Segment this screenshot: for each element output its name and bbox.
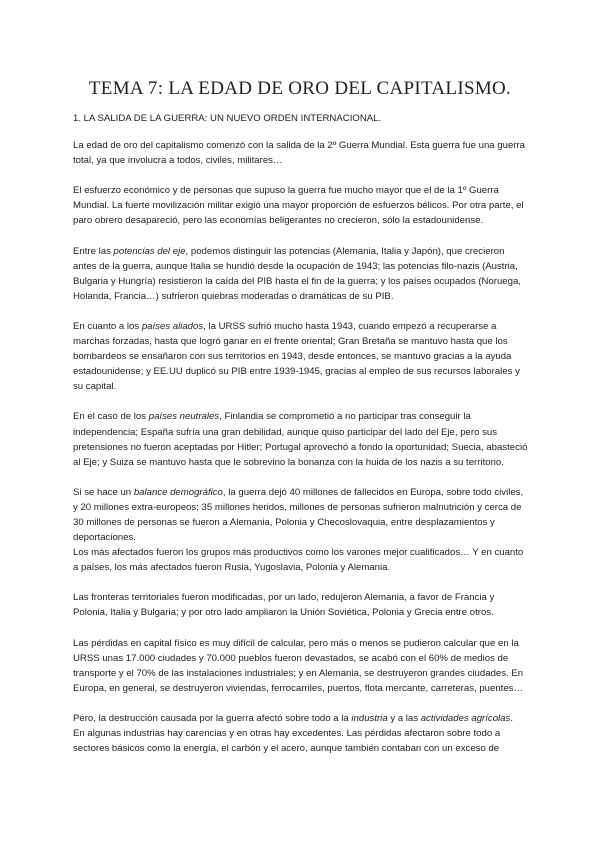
paragraph-text: Pero, la destrucción causada por la guerra afectó sobre todo a la: [73, 712, 352, 724]
paragraph-text: , podemos distinguir las potencias (Alemania, Italia y Japón), que crecieron antes de la guerra, aunque Italia se hundió desde la ocupación de 1943; las potencias filo-nazis (Austria, Bulgaria y Hungría) resistieron la caída del PIB hasta el fin de la guerra; y los países ocupados (Noruega, Holanda, Francia…) sufrieron quiebras moderadas o dramáticas de su PIB.: [73, 245, 521, 302]
paragraph-axis-powers: [73, 244, 528, 304]
section-heading: 1. LA SALIDA DE LA GUERRA: UN NUEVO ORDEN INTERNACIONAL.: [73, 113, 382, 124]
paragraph-neutral-countries: [73, 409, 528, 469]
paragraph-most-affected: Los más afectados fueron los grupos más productivos como los varones mejor cualificados… Y en cuanto a países, los más afectados fueron Rusia, Yugoslavia, Polonia y Alemania.: [73, 547, 524, 574]
paragraph-text: , la guerra dejó 40 millones de fallecidos en Europa, sobre todo civiles, y 20 millones extra-europeos; 35 millones heridos, millones de personas sufrieron malnutrición y cerca de 30 millones de personas se fueron a Alemania, Polonia y Checoslovaquia, entre desplazamientos y deportaciones.: [73, 486, 524, 544]
paragraph-demographic-balance: [73, 485, 528, 545]
document-body: [73, 111, 528, 756]
paragraph-allied-countries: [73, 319, 528, 394]
paragraph-text: y a las: [387, 712, 421, 724]
emphasis-text: países aliados: [141, 320, 204, 332]
paragraph-economic-effort: El esfuerzo económico y de personas que supuso la guerra fue mucho mayor que el de la 1º Guerra Mundial. La fuerte movilización militar exigió una mayor proporción de esfuerzos bélicos. Por otra parte, el paro obrero desapareció, pero las economías beligerantes no crecieron, sólo la estadounidense.: [73, 185, 524, 227]
emphasis-text: industria: [351, 712, 388, 724]
paragraph-industries: En algunas industrias hay carencias y en otras hay excedentes. Las pérdidas afectaron sobre todo a sectores básicos como la energía, el carbón y el acero, aunque también contaban con un exceso de: [73, 728, 501, 755]
page-title: TEMA 7: LA EDAD DE ORO DEL CAPITALISMO.: [88, 78, 512, 99]
emphasis-text: países neutrales: [148, 411, 220, 423]
paragraph-destruction: [73, 711, 528, 726]
emphasis-text: potencias del eje: [113, 245, 186, 257]
paragraph-text: En el caso de los: [73, 411, 149, 423]
paragraph-text: Entre las: [73, 245, 114, 257]
paragraph-text: .: [510, 712, 513, 724]
paragraph-text: Si se hace un: [73, 486, 134, 498]
paragraph-borders: Las fronteras territoriales fueron modificadas, por un lado, redujeron Alemania, a favor de Francia y Polonia, Italia y Bulgaria; y por otro lado ampliaron la Unión Soviética, Polonia y Grecia entre otros.: [73, 592, 495, 619]
paragraph-text: , la URSS sufrió mucho hasta 1943, cuando empezó a recuperarse a marchas forzadas, hasta que logró ganar en el frente oriental; Gran Bretaña se mantuvo hasta que los bombardeos se ensañaron con sus territorios en 1943, desde entonces, se mantuvo gracias a la ayuda estadounidense; y EE.UU duplicó su PIB entre 1939-1945, gracias al empleo de sus recursos laborales y su capital.: [73, 320, 520, 393]
emphasis-text: balance demográfico: [133, 486, 223, 498]
paragraph-text: En cuanto a los: [73, 320, 142, 332]
paragraph-physical-capital: Las pérdidas en capital físico es muy difícil de calcular, pero más o menos se pudieron calcular que en la URSS unas 17.000 ciudades y 70.000 pueblos fueron devastados, se acabó con el 60% de medios de transporte y el 70% de las instalaciones industriales; y en Alemania, se destruyeron grandes ciudades. En Europa, en general, se destruyeron viviendas, ferrocarriles, puertos, flota mercante, carreteras, puentes…: [73, 637, 524, 694]
paragraph-intro: La edad de oro del capitalismo comenzó con la salida de la 2º Guerra Mundial. Esta guerra fue una guerra total, ya que involucra a todos, civiles, militares…: [73, 140, 526, 167]
paragraph-text: , Finlandia se comprometió a no participar tras conseguir la independencia; España sufría una gran debilidad, aunque quiso participar del lado del Eje, pero sus pretensiones no fueron aceptadas por Hitler; Portugal aprovechó a fondo la oportunidad; Suecia, abasteció al Eje; y Suiza se mantuvo hasta que le sobrevino la bonanza con la huida de los nazis a su territorio.: [73, 411, 528, 468]
emphasis-text: actividades agrícolas: [420, 712, 511, 724]
